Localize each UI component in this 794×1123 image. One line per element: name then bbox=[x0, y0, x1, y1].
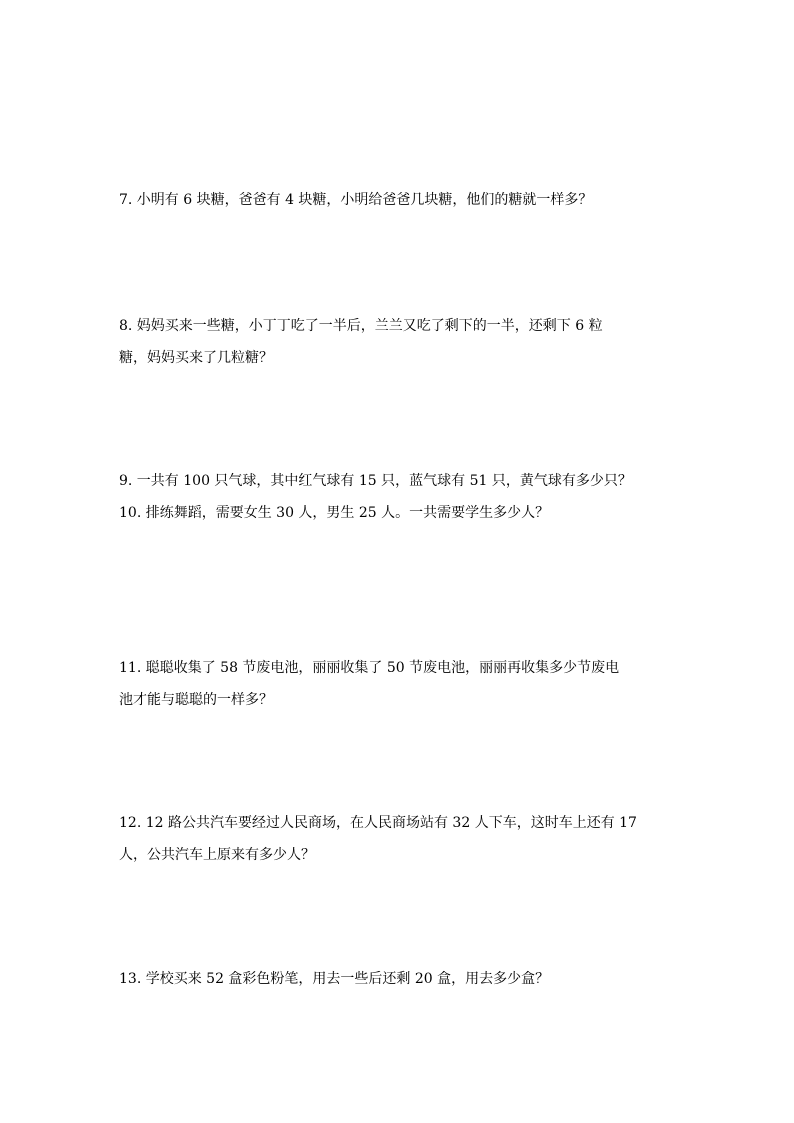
problem-line: 7. 小明有 6 块糖，爸爸有 4 块糖，小明给爸爸几块糖，他们的糖就一样多？ bbox=[119, 192, 593, 208]
problem-line: 13. 学校买来 52 盒彩色粉笔，用去一些后还剩 20 盒，用去多少盒？ bbox=[119, 971, 550, 987]
problem-line: 10. 排练舞蹈，需要女生 30 人，男生 25 人。一共需要学生多少人？ bbox=[119, 505, 550, 521]
problem-line: 人，公共汽车上原来有多少人？ bbox=[119, 847, 315, 863]
problem-line: 池才能与聪聪的一样多？ bbox=[119, 692, 273, 708]
problem-line: 8. 妈妈买来一些糖，小丁丁吃了一半后，兰兰又吃了剩下的一半，还剩下 6 粒 bbox=[119, 318, 603, 334]
problem-9 bbox=[119, 465, 679, 497]
problem-line: 9. 一共有 100 只气球，其中红气球有 15 只，蓝气球有 51 只，黄气球有多少只？ bbox=[119, 473, 632, 489]
problem-line: 11. 聪聪收集了 58 节废电池，丽丽收集了 50 节废电池，丽丽再收集多少节废电 bbox=[119, 660, 620, 676]
problem-line: 12. 12 路公共汽车要经过人民商场，在人民商场站有 32 人下车，这时车上还有 17 bbox=[119, 815, 637, 831]
problem-13 bbox=[119, 963, 679, 995]
problem-8 bbox=[119, 310, 679, 374]
problem-7 bbox=[119, 184, 679, 216]
problem-11 bbox=[119, 652, 679, 716]
problem-12 bbox=[119, 807, 679, 871]
problem-10 bbox=[119, 497, 679, 529]
problem-line: 糖，妈妈买来了几粒糖？ bbox=[119, 350, 273, 366]
